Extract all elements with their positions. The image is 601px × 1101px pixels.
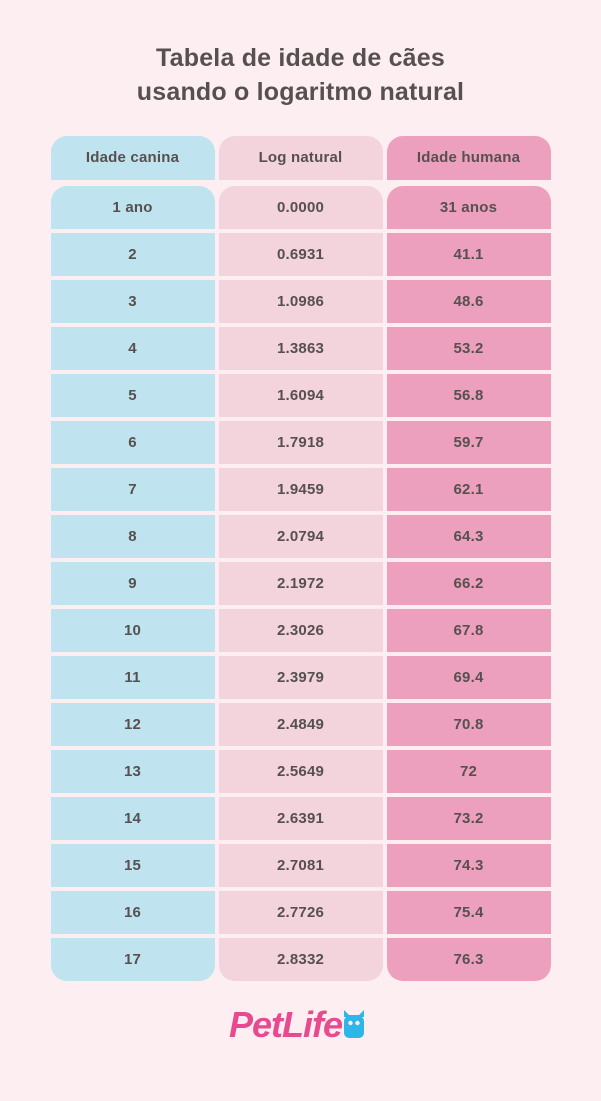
brand-name: PetLife: [228, 1004, 343, 1045]
cell-natural-log: 2.7081: [219, 844, 383, 887]
cell-human-age: 41.1: [387, 233, 551, 276]
cell-canine-age: 14: [51, 797, 215, 840]
cell-human-age: 75.4: [387, 891, 551, 934]
cell-human-age: 66.2: [387, 562, 551, 605]
cell-human-age: 48.6: [387, 280, 551, 323]
table-row: [51, 891, 551, 934]
cell-natural-log: 2.6391: [219, 797, 383, 840]
cell-canine-age: 2: [51, 233, 215, 276]
cell-human-age: 73.2: [387, 797, 551, 840]
table-row: [51, 374, 551, 417]
table-row: [51, 233, 551, 276]
table-row: [51, 844, 551, 887]
cell-canine-age: 1 ano: [51, 186, 215, 229]
cell-canine-age: 11: [51, 656, 215, 699]
cell-natural-log: 1.9459: [219, 468, 383, 511]
brand-logo: [229, 1005, 372, 1046]
table-row: [51, 468, 551, 511]
cell-natural-log: 1.0986: [219, 280, 383, 323]
cell-canine-age: 3: [51, 280, 215, 323]
cell-natural-log: 2.4849: [219, 703, 383, 746]
table-row: [51, 703, 551, 746]
title-line-1: Tabela de idade de cães: [156, 44, 445, 72]
cell-natural-log: 1.6094: [219, 374, 383, 417]
table-row: [51, 421, 551, 464]
cell-natural-log: 2.1972: [219, 562, 383, 605]
cell-canine-age: 7: [51, 468, 215, 511]
cell-natural-log: 1.3863: [219, 327, 383, 370]
column-header-human-age: Idade humana: [387, 136, 551, 180]
cell-human-age: 64.3: [387, 515, 551, 558]
table-row: [51, 938, 551, 981]
column-header-natural-log: Log natural: [219, 136, 383, 180]
cell-natural-log: 2.5649: [219, 750, 383, 793]
cell-human-age: 59.7: [387, 421, 551, 464]
table-header-row: [51, 136, 551, 180]
table-row: [51, 327, 551, 370]
cell-human-age: 72: [387, 750, 551, 793]
cell-human-age: 69.4: [387, 656, 551, 699]
cell-human-age: 74.3: [387, 844, 551, 887]
table-row: [51, 186, 551, 229]
cell-natural-log: 0.0000: [219, 186, 383, 229]
cell-canine-age: 6: [51, 421, 215, 464]
cell-canine-age: 16: [51, 891, 215, 934]
cell-canine-age: 8: [51, 515, 215, 558]
table-row: [51, 515, 551, 558]
title-line-2: usando o logaritmo natural: [136, 77, 465, 106]
cell-canine-age: 12: [51, 703, 215, 746]
page-title: [61, 42, 541, 110]
cat-icon: [338, 1007, 372, 1046]
cell-natural-log: 2.8332: [219, 938, 383, 981]
table-row: [51, 656, 551, 699]
cell-human-age: 62.1: [387, 468, 551, 511]
cell-natural-log: 1.7918: [219, 421, 383, 464]
table-row: [51, 609, 551, 652]
table-row: [51, 280, 551, 323]
cell-natural-log: 2.3979: [219, 656, 383, 699]
cell-human-age: 31 anos: [387, 186, 551, 229]
column-header-canine-age: Idade canina: [51, 136, 215, 180]
cell-canine-age: 17: [51, 938, 215, 981]
cell-human-age: 56.8: [387, 374, 551, 417]
cell-human-age: 67.8: [387, 609, 551, 652]
cell-canine-age: 4: [51, 327, 215, 370]
cell-human-age: 70.8: [387, 703, 551, 746]
cell-canine-age: 9: [51, 562, 215, 605]
table-row: [51, 797, 551, 840]
cell-canine-age: 13: [51, 750, 215, 793]
age-table-body: [51, 186, 551, 981]
cell-canine-age: 5: [51, 374, 215, 417]
table-row: [51, 562, 551, 605]
cell-human-age: 53.2: [387, 327, 551, 370]
cell-natural-log: 2.0794: [219, 515, 383, 558]
age-table: [51, 136, 551, 180]
cell-natural-log: 2.3026: [219, 609, 383, 652]
cell-canine-age: 15: [51, 844, 215, 887]
cell-canine-age: 10: [51, 609, 215, 652]
cell-natural-log: 2.7726: [219, 891, 383, 934]
table-row: [51, 750, 551, 793]
cell-natural-log: 0.6931: [219, 233, 383, 276]
cell-human-age: 76.3: [387, 938, 551, 981]
